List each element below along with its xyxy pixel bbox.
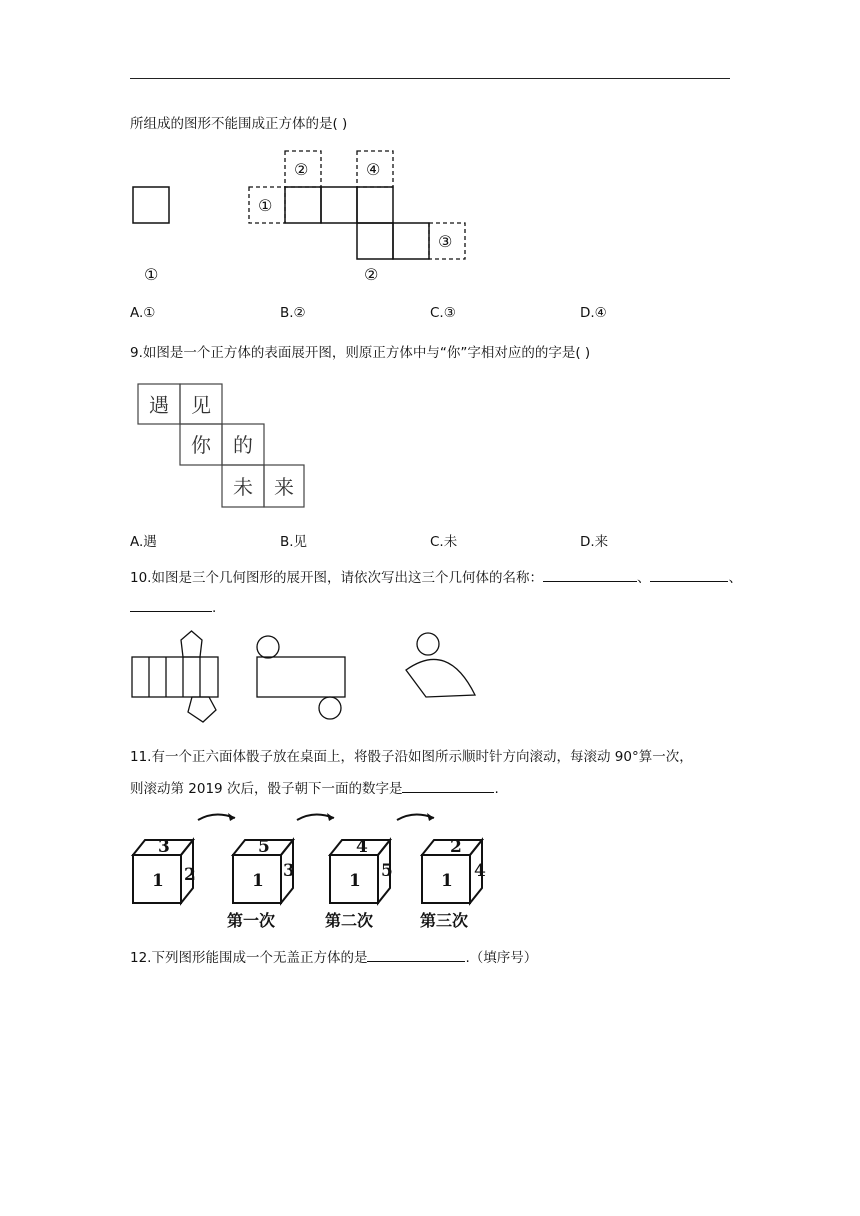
net-char-lai: 来: [274, 475, 294, 499]
die-start: [133, 837, 196, 903]
q12-blank: [367, 948, 465, 962]
q8-option-d: D.④: [580, 305, 607, 321]
q10-figures: [130, 630, 490, 725]
q11-stem-line2: 则滚动第 2019 次后，骰子朝下一面的数字是 .: [130, 781, 499, 797]
die-second-roll: [325, 837, 393, 930]
svg-text:④: ④: [366, 160, 381, 179]
svg-text:5: 5: [381, 861, 393, 881]
q8-option-c: C.③: [430, 305, 456, 321]
net-char-jian: 见: [191, 393, 211, 417]
svg-text:2: 2: [450, 837, 462, 857]
caption-second: 第二次: [325, 911, 374, 930]
net-char-yu: 遇: [149, 393, 169, 417]
q8-stem: 所组成的图形不能围成正方体的是( ): [130, 116, 348, 132]
q10-stem-line1: 10.如图是三个几何图形的展开图，请依次写出这三个几何体的名称： 、 、: [130, 570, 742, 586]
svg-text:1: 1: [152, 871, 164, 891]
lone-square: [133, 187, 169, 223]
cone-sector: [406, 659, 475, 697]
svg-text:2: 2: [184, 865, 196, 885]
pentagon-bottom: [188, 697, 216, 722]
q10-blank-2: [650, 568, 728, 582]
q8-figure: [130, 150, 490, 290]
svg-text:3: 3: [283, 861, 295, 881]
q9-stem: 9.如图是一个正方体的表面展开图，则原正方体中与“你”字相对应的的字是( ): [130, 345, 591, 361]
q9-option-c: C.未: [430, 534, 458, 550]
svg-text:1: 1: [349, 871, 361, 891]
net-char-ni: 你: [191, 433, 211, 457]
die-first-roll: [227, 837, 295, 930]
svg-text:5: 5: [258, 837, 270, 857]
net-char-de: 的: [233, 433, 253, 457]
cylinder-top-circle: [257, 636, 279, 658]
die-third-roll: [420, 837, 486, 930]
pentagon-top: [181, 631, 202, 657]
header-rule: [130, 78, 730, 79]
q9-net: [137, 383, 317, 513]
svg-text:③: ③: [438, 232, 453, 251]
svg-text:4: 4: [356, 837, 368, 857]
svg-text:1: 1: [441, 871, 453, 891]
q9-option-a: A.遇: [130, 534, 157, 550]
under-label: ②: [364, 265, 379, 284]
q10-stem: 10.如图是三个几何图形的展开图，请依次写出这三个几何体的名称：: [130, 570, 543, 586]
caption-first: 第一次: [227, 911, 276, 930]
cone-base-circle: [417, 633, 439, 655]
q8-option-a: A.①: [130, 305, 156, 321]
svg-text:①: ①: [258, 196, 273, 215]
q8-option-b: B.②: [280, 305, 306, 321]
svg-text:3: 3: [158, 837, 170, 857]
caption-third: 第三次: [420, 911, 469, 930]
q12-stem: 12.下列图形能围成一个无盖正方体的是: [130, 950, 368, 966]
svg-text:②: ②: [294, 160, 309, 179]
q12-stem-line: 12.下列图形能围成一个无盖正方体的是 .（填序号）: [130, 950, 538, 966]
q9-option-d: D.来: [580, 534, 609, 550]
cylinder-bottom-circle: [319, 697, 341, 719]
svg-text:1: 1: [252, 871, 264, 891]
net-char-wei: 未: [233, 475, 253, 499]
q11-blank: [402, 779, 494, 793]
q10-blank-1: [543, 568, 637, 582]
lone-square-label: ①: [144, 265, 159, 284]
q10-blank-3: [130, 598, 212, 612]
q11-stem-line1: 11.有一个正六面体骰子放在桌面上，将骰子沿如图所示顺时针方向滚动，每滚动 90°算一次，: [130, 749, 693, 765]
q10-stem-line2: .: [130, 598, 216, 616]
q9-option-b: B.见: [280, 534, 308, 550]
svg-text:4: 4: [474, 861, 486, 881]
q11-dice-figure: [130, 808, 500, 933]
